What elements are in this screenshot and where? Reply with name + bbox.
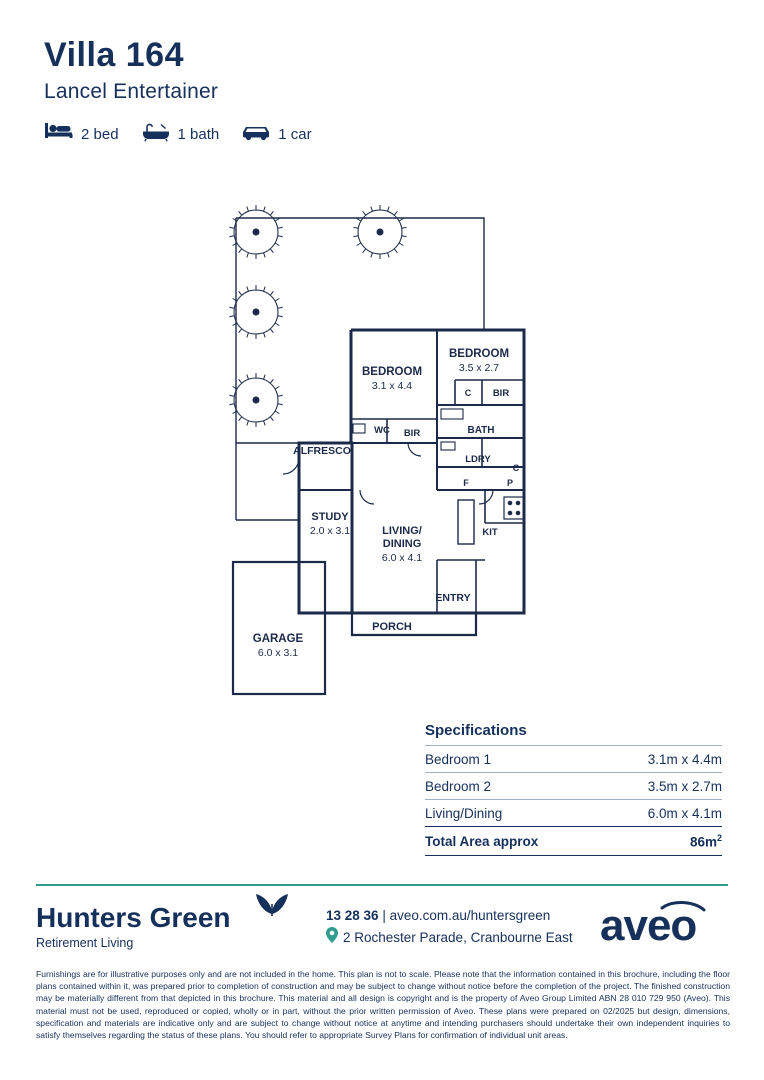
feature-car (241, 122, 311, 147)
svg-text:aveo: aveo (600, 901, 697, 950)
room-label-alfresco: ALFRESCO (293, 445, 351, 457)
address-text: 2 Rochester Parade, Cranbourne East (343, 929, 573, 945)
contact-line-2 (326, 927, 573, 950)
feature-bath-label: 1 bath (177, 125, 220, 143)
page-footer (36, 892, 728, 964)
feature-list (44, 122, 324, 147)
car-icon (241, 122, 271, 147)
spec-row (425, 745, 722, 772)
feature-car-label: 1 car (278, 125, 312, 143)
page-header (44, 38, 324, 147)
room-label-cupboard-1: C (464, 388, 472, 398)
bath-icon (141, 122, 171, 147)
location-pin-icon (326, 927, 338, 950)
brand-tagline: Retirement Living (36, 936, 134, 950)
page-title: Villa 164 (44, 36, 184, 74)
separator: | (382, 908, 386, 923)
hunters-green-logo (36, 904, 231, 950)
room-label-bath: BATH (467, 425, 495, 436)
room-dims-study: 2.0 x 3.1 (309, 525, 351, 537)
leaf-icon (252, 890, 292, 921)
room-label-bedroom-2: BEDROOM (448, 348, 510, 360)
feature-bed (44, 122, 119, 147)
spec-total-value (690, 833, 722, 850)
room-label-porch: PORCH (372, 621, 412, 633)
specifications-panel (425, 722, 722, 856)
contact-block (326, 906, 573, 950)
room-dims-bedroom-2: 3.5 x 2.7 (458, 362, 500, 374)
brand-name: Hunters Green (36, 902, 231, 933)
room-dims-bedroom-1: 3.1 x 4.4 (371, 380, 413, 392)
phone-number[interactable]: 13 28 36 (326, 908, 379, 923)
contact-line-1 (326, 906, 573, 927)
room-label-bir-2: BIR (492, 388, 510, 399)
spec-label: Living/Dining (425, 806, 503, 821)
spec-value: 6.0m x 4.1m (647, 806, 722, 821)
spec-label: Bedroom 2 (425, 779, 492, 794)
room-label-cupboard-2: C (512, 463, 520, 473)
room-label-pantry: P (506, 478, 514, 488)
spec-row (425, 772, 722, 799)
room-label-bedroom-1: BEDROOM (361, 366, 423, 378)
room-label-kitchen: KIT (482, 527, 498, 538)
room-label-study: STUDY (311, 511, 349, 523)
disclaimer-text: Furnishings are for illustrative purposes only and are not included in the home. This plan is not to scale. Please note that the information contained in this brochure, including the floor plans contained within it, was prepared prior to completion of construction and may be subject to change without notice before the completion of the project. The finished construction may be materially different from that depicted in this brochure. This material and all design is copyright and is the property of Aveo Group Limited ABN 28 010 729 950 (Aveo). This material must not be used, reproduced or copied, wholly or in part, without the prior written permission of Aveo. These plans were prepared on 02/2025 but design, dimensions, specification and materials are indicative only and are subject to change without notice at anytime and intending purchasers should undertake their own independent inquiries to satisfy themselves regarding the status of these plans. You should refer to appropriate Survey Plans for confirmation of individual unit areas. (36, 969, 730, 1041)
room-label-wc: WC (374, 425, 390, 436)
floor-plan (0, 190, 764, 770)
spec-total-label: Total Area approx (425, 833, 539, 849)
spec-label: Bedroom 1 (425, 752, 492, 767)
spec-value: 3.1m x 4.4m (647, 752, 722, 767)
room-dims-garage: 6.0 x 3.1 (257, 647, 299, 659)
bed-icon (44, 122, 74, 147)
feature-bath (141, 122, 220, 147)
spec-value: 3.5m x 2.7m (647, 779, 722, 794)
spec-total-unit: 2 (716, 833, 722, 843)
room-dims-living: 6.0 x 4.1 (381, 552, 423, 564)
spec-row-total (425, 826, 722, 856)
footer-divider (36, 884, 728, 886)
room-label-living-1: LIVING/ (382, 525, 422, 537)
room-label-fridge: F (463, 478, 469, 488)
feature-bed-label: 2 bed (81, 125, 119, 143)
room-label-entry: ENTRY (435, 592, 471, 604)
page-subtitle: Lancel Entertainer (44, 79, 219, 103)
website-link[interactable]: aveo.com.au/huntersgreen (389, 908, 551, 923)
spec-total-number: 86m (689, 834, 717, 850)
aveo-logo (600, 900, 728, 955)
room-label-living-2: DINING (382, 538, 422, 550)
specifications-title: Specifications (425, 722, 527, 739)
room-label-garage: GARAGE (252, 633, 304, 645)
room-label-bir-1: BIR (403, 428, 421, 439)
spec-row (425, 799, 722, 826)
room-label-ldry: LDRY (465, 454, 491, 465)
